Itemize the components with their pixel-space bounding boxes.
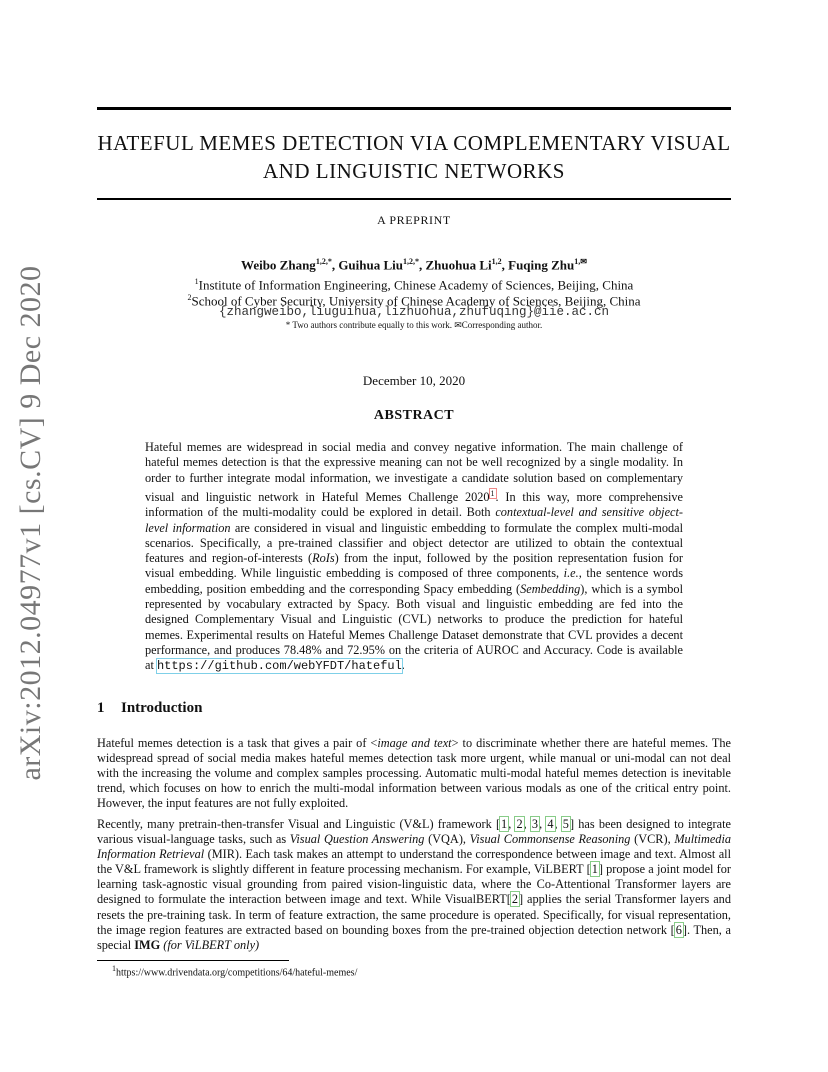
abstract-heading: ABSTRACT — [373, 408, 455, 423]
citation-link[interactable]: 3 — [531, 817, 539, 831]
title-bottom-rule — [97, 198, 731, 200]
citation-link[interactable]: 2 — [516, 817, 523, 831]
citation-link[interactable]: 6 — [675, 922, 682, 937]
abstract-text: Hateful memes are widespread in social media and convey negative information. The main challenge of hateful memes detection is that the expressive meaning can not be well recognized by a single modality. In order to further integrate modal information, we investigate a candidate solution based on complementary visual and linguistic network in Hateful Memes Challenge 2020$^1$. In this way, more comprehensive information of the multi-modality could be explored in detail. Both contextual-level and sensitive object-level information are considered in visual and linguistic embedding to formulate the complex multi-modal scenarios. Specifically, a pre-trained classifier and object detector are utilized to obtain the contextual features and region-of-interests (RoIs) from the input, followed by the position representation fusion for visual embedding. While linguistic embedding is composed of three components, i.e., the sentence words embedding, position embedding and the corresponding Spacy embedding (Sembedding), which is a symbol represented by vocabulary extracted by Spacy. Both visual and linguistic embedding are fed into the designed Complementary Visual and Linguistic (CVL) networks to produce the prediction for hateful memes. Experimental results on Hateful Memes Challenge Dataset demonstrate that CVL provides a decent performance, and produces 78.48% and 72.95% on the criteria of AUROC and Accuracy. Code is available at https://github.com/webYFDT/hateful. — [145, 440, 684, 674]
paper-title — [97, 129, 731, 185]
title-line-2: AND LINGUISTIC NETWORKS — [263, 159, 565, 183]
preprint-label: A PREPRINT — [377, 213, 451, 227]
intro-paragraph-1: Hateful memes detection is a task that gives a pair of <image and text> to discriminate whether there are hateful memes. The widespread spread of social media makes hateful memes detection task more urgent, while manual or uni-modal can not deal with the increasing the volume and complex samples processing. Automatic multi-modal hateful memes detection is inevitable trend, which focuses on how to enrich the multi-modal information between various modals as one of the critical entry point. However, the input features are not fully exploited. — [97, 736, 731, 811]
section-heading — [97, 700, 202, 717]
citation-link[interactable]: 1 — [591, 862, 598, 877]
citation-link[interactable]: 4 — [547, 817, 554, 831]
section-title: Introduction — [121, 700, 203, 716]
citation-link[interactable]: 5 — [562, 817, 569, 831]
top-rule — [97, 107, 731, 110]
footnote-ref[interactable]: 1 — [490, 488, 495, 498]
footnote-rule — [97, 960, 289, 961]
author-name: Weibo Zhang — [241, 257, 316, 273]
arxiv-side-stamp — [8, 265, 54, 781]
title-line-1: HATEFUL MEMES DETECTION VIA COMPLEMENTARY VISUAL — [97, 131, 731, 155]
intro-paragraph-2: Recently, many pretrain-then-transfer Visual and Linguistic (V&L) framework [1, 2, 3, 4, 5] has been designed to integrate various visual-language tasks, such as Visual Question Answering (VQA), Visual Commonsense Reasoning (VCR), Multimedia Information Retrieval (MIR). Each task makes an attempt to understand the correspondence between image and text. Almost all the V&L framework is slightly different in feature processing mechanism. For example, ViLBERT [1] propose a joint model for learning task-agnostic visual grounding from paired vision-linguistic data, where the Co-Attentional Transformer layers are designed to formulate the interaction between image and text. While VisualBERT[2] applies the serial Transformer layers and resets the pre-training task. In term of feature extraction, the same procedure is operated. Specifically, for visual representation, the image region features are extracted based on bounding boxes from the pre-trained objection detection network [6]. Then, a special IMG (for ViLBERT only) — [97, 817, 732, 952]
arxiv-id: arXiv:2012.04977v1 [cs.CV] 9 Dec 2020 — [14, 265, 47, 781]
affiliation-2: $^2$School of Cyber Security, University of Chinese Academy of Sciences, Beijing, China — [187, 293, 641, 309]
footnote-url[interactable]: https://www.drivendata.org/competitions/64/hateful-memes/ — [116, 967, 358, 979]
citation-link[interactable]: 1 — [501, 817, 508, 831]
author-note: * Two authors contribute equally to this work. ✉Corresponding author. — [285, 320, 543, 330]
author-emails: {zhangweibo,liuguihua,lizhuohua,zhufuqing}@iie.ac.cn — [218, 305, 610, 319]
author-name: Guihua Liu — [338, 257, 403, 273]
citation-link[interactable]: 2 — [511, 892, 518, 907]
author-name: Fuqing Zhu — [508, 257, 575, 273]
affiliation-1: $^1$Institute of Information Engineering, Chinese Academy of Sciences, Beijing, China — [194, 277, 634, 293]
footnote: $^1$https://www.drivendata.org/competitions/64/hateful-memes/ — [112, 964, 358, 979]
section-number: 1 — [97, 700, 105, 716]
author-list: Weibo Zhang$^{1,2,*}$, Guihua Liu$^{1,2,*}$, Zhuohua Li$^{1,2}$, Fuqing Zhu$^{1,✉}$ — [241, 257, 587, 273]
code-link[interactable]: https://github.com/webYFDT/hateful — [156, 659, 402, 674]
author-name: Zhuohua Li — [425, 257, 492, 273]
paper-date: December 10, 2020 — [362, 373, 466, 388]
